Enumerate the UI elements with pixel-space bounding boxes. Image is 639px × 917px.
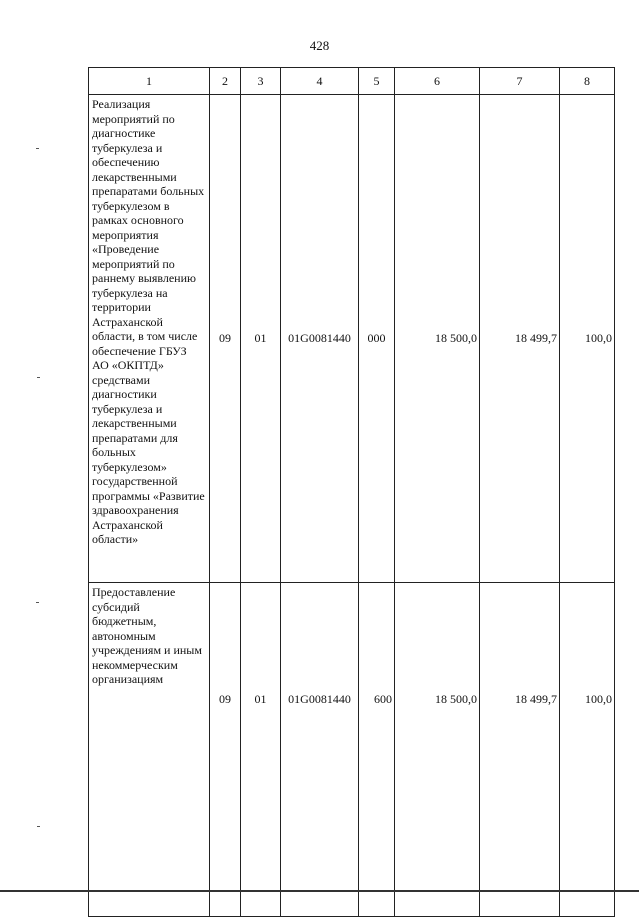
target-item-code: 01G0081440 bbox=[281, 583, 359, 917]
section-code: 09 bbox=[210, 583, 241, 917]
column-header: 4 bbox=[281, 68, 359, 95]
column-header: 7 bbox=[480, 68, 560, 95]
margin-mark bbox=[36, 148, 39, 149]
margin-mark bbox=[36, 602, 39, 603]
subsection-code: 01 bbox=[241, 583, 281, 917]
execution-percent: 100,0 bbox=[560, 583, 615, 917]
column-header: 6 bbox=[395, 68, 480, 95]
column-header: 1 bbox=[89, 68, 210, 95]
row-description: Предоставление субсидий бюджетным, автономным учреждениям и иным некоммерческим организациям bbox=[89, 583, 210, 917]
planned-amount: 18 500,0 bbox=[395, 583, 480, 917]
expense-type-code: 000 bbox=[359, 95, 395, 583]
table-row bbox=[89, 583, 615, 917]
subsection-code: 01 bbox=[241, 95, 281, 583]
target-item-code: 01G0081440 bbox=[281, 95, 359, 583]
planned-amount: 18 500,0 bbox=[395, 95, 480, 583]
margin-mark bbox=[37, 826, 40, 827]
expense-type-code: 600 bbox=[359, 583, 395, 917]
executed-amount: 18 499,7 bbox=[480, 95, 560, 583]
column-header: 8 bbox=[560, 68, 615, 95]
margin-mark bbox=[37, 377, 40, 378]
table-header-row bbox=[89, 68, 615, 95]
column-header: 3 bbox=[241, 68, 281, 95]
table-row bbox=[89, 95, 615, 583]
page-number: 428 bbox=[309, 38, 330, 53]
execution-percent: 100,0 bbox=[560, 95, 615, 583]
row-description: Реализация мероприятий по диагностике туберкулеза и обеспечению лекарственными препаратами больных туберкулезом в рамках основного мероприятия «Проведение мероприятий по раннему выявлению туберкулеза на территории Астраханской области, в том числе обеспечение ГБУЗ АО «ОКПТД» средствами диагностики туберкулеза и лекарственными препаратами для больных туберкулезом» государственной программы «Развитие здравоохранения Астраханской области» bbox=[89, 95, 210, 583]
executed-amount: 18 499,7 bbox=[480, 583, 560, 917]
page-bottom-rule bbox=[0, 890, 639, 892]
budget-table bbox=[88, 67, 615, 917]
section-code: 09 bbox=[210, 95, 241, 583]
column-header: 5 bbox=[359, 68, 395, 95]
column-header: 2 bbox=[210, 68, 241, 95]
